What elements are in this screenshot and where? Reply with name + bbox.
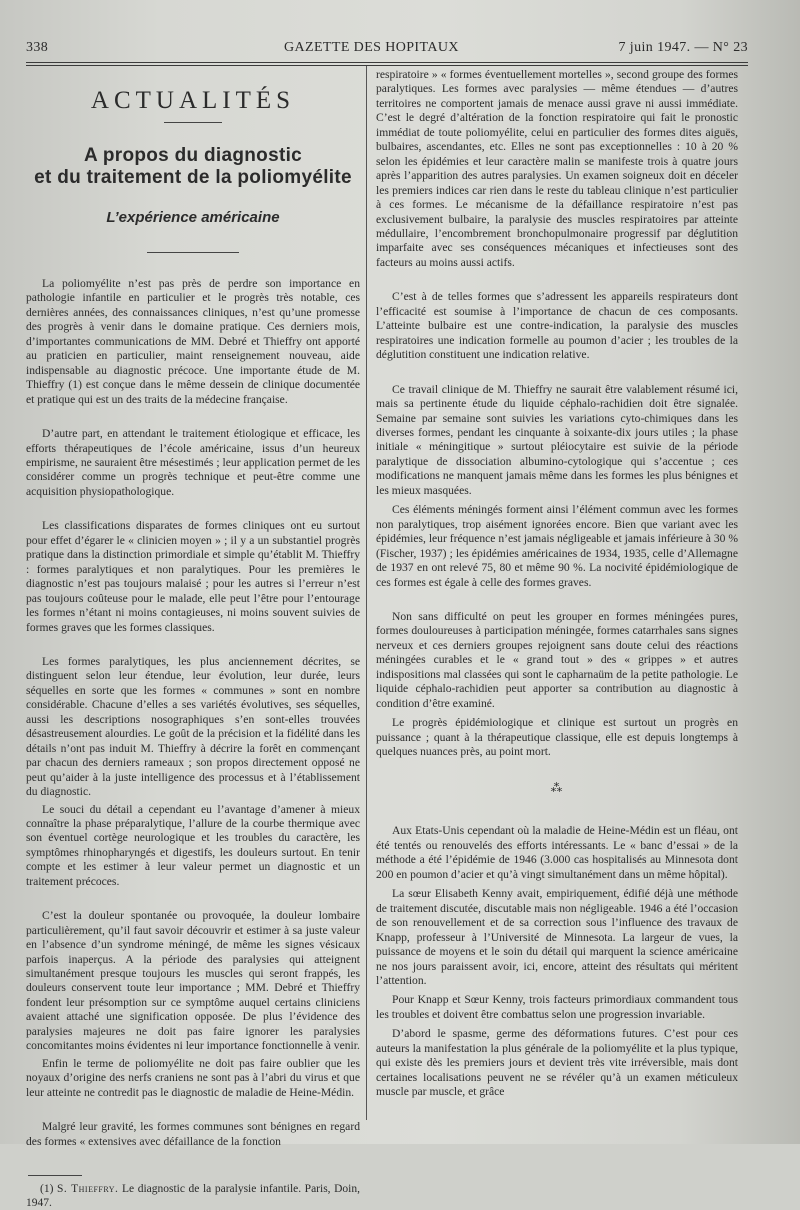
article-subtitle: L’expérience américaine — [106, 209, 280, 226]
paragraph: Le souci du détail a cependant eu l’avantage d’amener à mieux connaître la phase préparalytique, l’allure de la courbe thermique avec son éventuel cortège neurologique et les troubles du caractère, les symptômes rhinopharyngés et digestifs, les douleurs surtout. En tenir compte et les estimer à leur valeur permet un diagnostic et un traitement précoces. — [26, 802, 360, 888]
page-number: 338 — [26, 40, 49, 55]
paragraph: Enfin le terme de poliomyélite ne doit pas faire oublier que les noyaux d’origine des nerfs craniens ne sont pas à l’abri du virus et que leur atteinte ne contredit pas le diagnostic de maladie de Heine-Médin. — [26, 1056, 360, 1099]
right-column — [376, 68, 738, 1100]
column-divider — [366, 66, 367, 1120]
paragraph: La sœur Elisabeth Kenny avait, empiriquement, édifié déjà une méthode de traitement discutée, discutable mais non négligeable. 1946 a été l’occasion de son renouvellement et de sa correction sous l’influence des travaux de Knapp, professeur à l’Université de Minnesota. La largeur de vues, la puissance de moyens et le soin du détail qui marquent la science américaine ne nos jours paraissent avoir, ici, encore, atteint des résultats qui méritent l’attention. — [376, 887, 738, 988]
header-rule-thin — [26, 65, 748, 66]
paragraph: Ces éléments méningés forment ainsi l’élément commun avec les formes non paralytiques, trop aisément ignorées encore. Bien que variant avec les épidémies, leur fréquence n’est jamais négligeable et jamais inférieure à 30 % (Fischer, 1937) ; les épidémies américaines de 1934, 1935, celle d’Allemagne de 1937 en ont relevé 75, 80 et même 90 %. La nocivité épidémiologique de ces formes est égale à celle des formes graves. — [376, 503, 738, 589]
article-title-line-1: A propos du diagnostic — [83, 145, 303, 166]
header-rule — [26, 62, 748, 63]
journal-name: GAZETTE DES HOPITAUX — [284, 40, 459, 55]
left-column — [26, 68, 360, 1210]
paragraph: D’abord le spasme, germe des déformations futures. C’est pour ces auteurs la manifestation la plus générale de la poliomyélite et la plus typique, qui existe dès les premiers jours et devient très vite irréversible, mais dont certaines localisations peuvent ne se révéler qu’à un examen méticuleux muscle par muscle, et grâce — [376, 1027, 738, 1099]
section-separator: ⁂ — [550, 781, 564, 796]
issue-date: 7 juin 1947. — N° 23 — [618, 40, 748, 55]
footnote-ref: (1) — [40, 1183, 54, 1196]
paragraph: Aux Etats-Unis cependant où la maladie de Heine-Médin est un fléau, ont été tentés ou renouvelés des efforts intéressants. Le « banc d’essai » de la méthode a été l’épidémie de 1946 (3.000 cas hospitalisés au Minnesota dont 200 en poumon d’acier et qu’à vingt simultanément dans un même hôpital). — [376, 824, 738, 881]
footnote-author: S. Thieffry. — [57, 1183, 119, 1196]
paragraph: Non sans difficulté on peut les grouper en formes méningées pures, formes douloureuses à participation méningée, formes catarrhales sans signes nerveux et ces derniers groupes rejoignent sans doute celui des réactions méningées curables et le « grand tout » des « grippes » et autres indispositions mal classées qui sont le capharnaüm de la petite pathologie. Le liquide céphalo-rachidien peut apporter sa contribution au diagnostic à condition d’être examiné. — [376, 609, 738, 710]
footnote — [26, 1182, 360, 1210]
footnote-rule — [28, 1175, 82, 1176]
title-rule — [147, 252, 239, 253]
running-header — [26, 40, 748, 60]
section-rule — [164, 122, 222, 123]
article-title — [26, 145, 360, 189]
article-title-line-2: et du traitement de la poliomyélite — [34, 167, 352, 188]
paragraph: C’est à de telles formes que s’adressent les appareils respirateurs dont l’efficacité est soumise à l’importance de chacun de ces composants. L’atteinte bulbaire est une contre-indication, la paralysie des muscles respiratoires une indication formelle au poumon d’acier ; les troubles de la déglutition constituent une indication relative. — [376, 290, 738, 362]
paragraph: respiratoire » « formes éventuellement mortelles », second groupe des formes paralytiques. Les formes avec paralysies — même étendues — d’autres territoires ne comportent jamais de menace aussi grave ni aussi immédiate. C’est le degré d’altération de la fonction respiratoire qui fait le pronostic immédiat de toute poliomyélite, celui en particulier des formes dites aiguës, bulbaires, ascendantes, etc. Elles ne sont pas exceptionnelles : 10 à 20 % selon les épidémies et leur caractère malin se manifeste trois à quatre jours après l’apparition des autres paralysies. Un examen soigneux doit en déceler les premiers indices car rien dans le reste du tableau clinique n’est particulier à ces formes. Le mécanisme de la défaillance respiratoire n’est pas exclusivement bulbaire, la paralysie des muscles respiratoires par atteinte médullaire, l’encombrement bronchopulmonaire progressif par déglutition imparfaite avec ses conséquences mécaniques et infectieuses sont des facteurs au moins aussi actifs. — [376, 68, 738, 269]
paragraph: Les classifications disparates de formes cliniques ont eu surtout pour effet d’égarer le « clinicien moyen » ; il y a un substantiel progrès pratique dans la distinction primordiale et simple qu’établit M. Thieffry : formes paralytiques et non paralytiques. Pour les premières le diagnostic n’est pas toujours malaisé ; pour les autres si l’erreur n’est pas toujours coûteuse pour le malade, elle peut l’être pour l’entourage les formes n’étant ni moins contagieuses, ni moins souvent suivies de formes graves que les formes classiques. — [26, 519, 360, 634]
footnote-text: Le diagnostic de la paralysie infantile. Paris, Doin, 1947. — [26, 1183, 360, 1210]
paragraph: La poliomyélite n’est pas près de perdre son importance en pathologie infantile en particulier et le progrès très notable, ces dernières années, des connaissances cliniques, n’est qu’une promesse des progrès à venir dans le domaine pratique. Ces derniers mois, d’importantes communications de MM. Debré et Thieffry ont apporté au praticien en particulier, maint renseignement nouveau, aide indispensable au diagnostic précoce. Une importante étude de M. Thieffry (1) est conçue dans le même dessein de clinique documentée et pratique qui est un des traits de la médecine française. — [26, 277, 360, 406]
paragraph: D’autre part, en attendant le traitement étiologique et efficace, les efforts thérapeutiques de l’école américaine, issus d’un heureux empirisme, ne sauraient être mésestimés ; leur application permet de les considérer comme un progrès technique et peut-être comme une acquisition physiopathologique. — [26, 427, 360, 498]
section-heading: ACTUALITÉS — [90, 87, 296, 114]
paragraph: Malgré leur gravité, les formes communes sont bénignes en regard des formes « extensives avec défaillance de la fonction — [26, 1120, 360, 1148]
paragraph: C’est la douleur spontanée ou provoquée, la douleur lombaire particulièrement, qu’il faut savoir découvrir et estimer à sa juste valeur en l’absence d’un syndrome méningé, de même les signes vésicaux parfois inaperçus. A la période des paralysies qui atteignent simultanément presque toujours les muscles qui seront frappés, les douleurs conservent toute leur importance ; MM. Debré et Thieffry fondent leur présomption sur ce symptôme auquel certains cliniciens avaient attaché une signification opposée. De plus l’évidence des paralysies majeures ne doit pas faire ignorer les paralysies concomitantes moins évidentes ni leur importance fonctionnelle à venir. — [26, 909, 360, 1053]
paragraph: Les formes paralytiques, les plus anciennement décrites, se distinguent selon leur étendue, leur évolution, leur durée, leurs séquelles en sorte que les formes « communes » sont en nombre considérable. Chacune d’elles a ses variétés évolutives, ses séquelles, aussi les descriptions nosographiques s’en sont-elles trouvées désastreusement alourdies. Le goût de la précision et la fidélité dans les détails n’ont pas induit M. Thieffry à décrire la forêt en commençant par chacun des derniers rameaux ; son propos directement opposé ne peut qu’aider à la juste intelligence des processus et à l’établissement du diagnostic. — [26, 654, 360, 799]
paragraph: Ce travail clinique de M. Thieffry ne saurait être valablement résumé ici, mais sa pertinente étude du liquide céphalo-rachidien doit être signalée. Semaine par semaine sont suivies les variations cyto-chimiques dans les diverses formes, pendant les cinquante à soixante-dix jours utiles ; la phase initiale « méningitique » surtout pléiocytaire est suivie de la période paralytique de dissociation albumino-cytologique qui s’accentue ; ces modifications ne manquent jamais même dans les formes les plus bénignes et les mieux masquées. — [376, 382, 738, 497]
paragraph: Le progrès épidémiologique et clinique est surtout un progrès en puissance ; quant à la thérapeutique classique, elle est depuis longtemps à quelques nuances près, au point mort. — [376, 716, 738, 759]
left-body — [26, 277, 360, 1149]
paragraph: Pour Knapp et Sœur Kenny, trois facteurs primordiaux commandent tous les troubles et doivent être combattus selon une progression invariable. — [376, 993, 738, 1021]
